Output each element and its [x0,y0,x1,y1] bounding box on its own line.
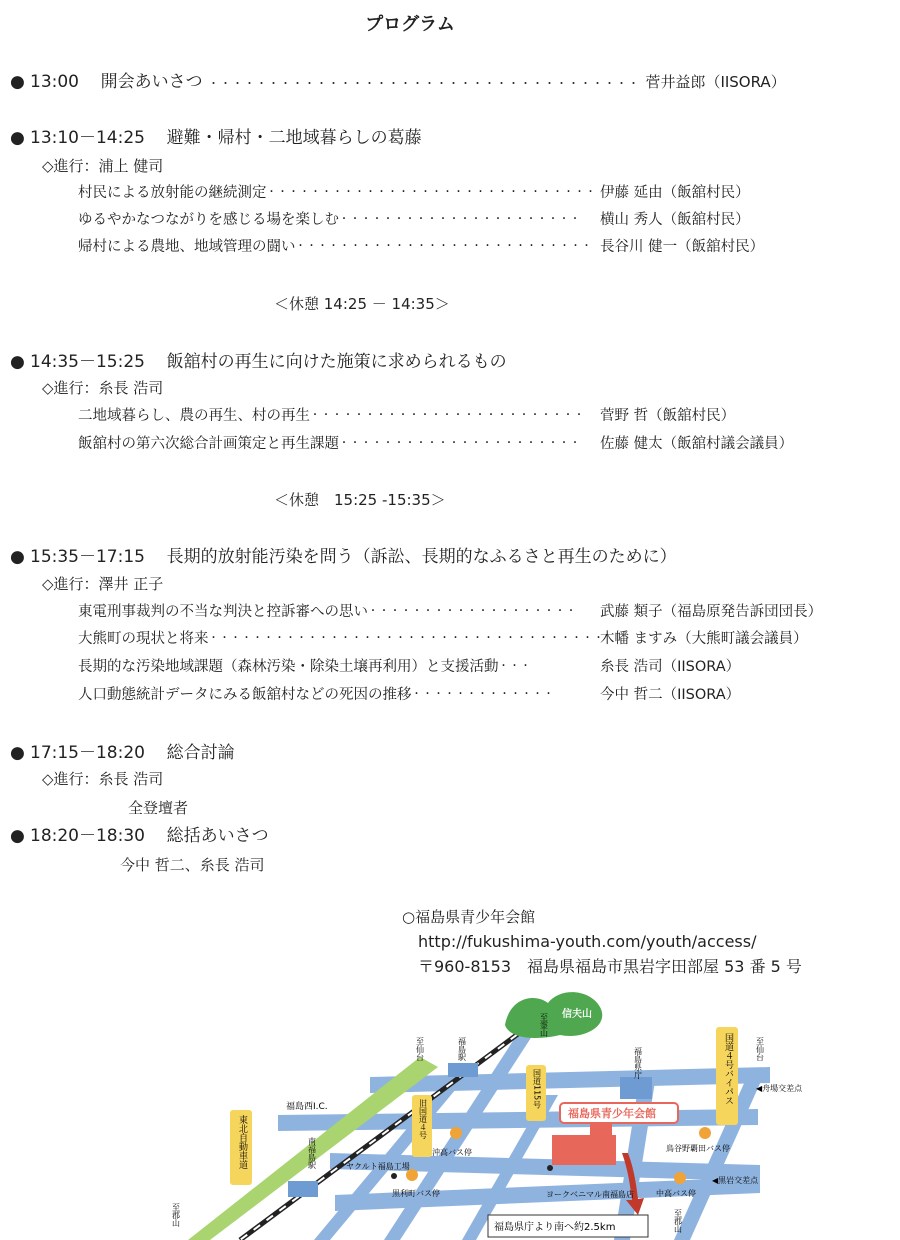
leader-dots: ・・・・・・・・・・・・・・・・・・・ [368,606,577,617]
map-label: 沖高バス停 [432,1148,472,1157]
bullet: ● [10,826,25,846]
map-label: 至仙台 [755,1037,765,1061]
bullet: ● [10,72,25,92]
talk-speaker: 横山 秀人（飯舘村民） [600,212,750,228]
talk-speaker: 今中 哲二（IISORA） [600,687,741,703]
map-label: 信夫山 [562,1009,592,1020]
map-label [546,1189,634,1199]
factory-marker [391,1173,397,1179]
talk-row [78,236,858,258]
map-label: 東北自動車道 [237,1115,247,1169]
talk-speaker: 糸長 浩司（IISORA） [600,659,741,675]
access-map [0,985,900,1240]
break-2: ＜休憩 15:25 -15:35＞ [274,491,446,509]
talk-row [78,656,858,678]
talk-title: 村民による放射能の継続測定 [78,185,267,201]
map-label: 福島県庁より南へ約2.5km [494,1222,616,1233]
map-label: ヨークベニマル南福島店 [546,1190,634,1199]
session-time: 18:20－18:30 [30,826,145,846]
talk-title: 長期的な汚染地域課題（森林汚染・除染土壌再利用）と支援活動 [78,659,499,675]
moderator: ◇進行：糸長 浩司 [42,379,164,397]
map-label: 中高バス停 [656,1189,696,1198]
session-6 [10,824,269,848]
map-label: ◀舟場交差点 [756,1084,803,1093]
session-time: 13:00 [30,72,79,92]
talk-speaker: 木幡 ますみ（大熊町議会議員） [600,631,808,647]
session-topic: 長期的放射能汚染を問う（訴訟、長期的なふるさと再生のために） [166,547,677,567]
map-label [346,1161,410,1171]
talk-speaker: 佐藤 健太（飯舘村議会議員） [600,436,794,452]
store-marker [547,1165,553,1171]
map-label: 至霊山 [539,1013,549,1037]
leader-dots: ・・・・・・・・・・・・・・・・・・・・・・ [339,438,581,449]
session-note: 全登壇者 [128,799,189,817]
map-label: 福島駅 [457,1037,467,1061]
leader-dots: ・・・・・・・・・・・・・・・・・・・・・・・・・・・ [295,241,593,252]
venue-name: ○福島県青少年会館 [402,908,536,926]
talk-title: 二地域暮らし、農の再生、村の再生 [78,408,310,424]
talk-title: ゆるやかなつながりを感じる場を楽しむ [78,212,339,228]
session-time: 14:35－15:25 [30,352,145,372]
session-speaker: 菅井益郎（IISORA） [645,73,786,91]
talk-title: 大熊町の現状と将来 [78,631,209,647]
talk-row [78,601,858,623]
map-label: 鳥谷野覇田バス停 [666,1144,730,1153]
session-3 [10,350,507,374]
session-time: 17:15－18:20 [30,743,145,763]
leader-dots: ・・・・・・・・・・・・・・・・・・・・・・ [339,214,581,225]
map-label: 福島県青少年会館 [568,1107,656,1120]
talk-row [78,628,858,650]
bus-stop-icon [699,1127,711,1139]
talk-title: 東電刑事裁判の不当な判決と控訴審への思い [78,604,368,620]
pref-office-building [620,1077,652,1099]
map-label: 至郡山 [171,1203,181,1227]
talk-row [78,182,858,204]
moderator: ◇進行：澤井 正子 [42,575,164,593]
bus-stop-icon [450,1127,462,1139]
talk-row [78,433,858,455]
leader-dots: ・・・・・・・・・・・・・・・・・・・・・・・・・・・・・・・・・・・・ [208,77,641,90]
leader-dots: ・・・ [498,661,532,672]
leader-dots: ・・・・・・・・・・・・・・・・・・・・・・・・・ [310,410,585,421]
venue-address: 〒960-8153 福島県福島市黒岩字田部屋 53 番 5 号 [418,957,802,976]
bullet: ● [10,352,25,372]
bullet: ● [10,128,25,148]
talk-row [78,209,858,231]
session-time: 15:35－17:15 [30,547,145,567]
talk-speaker: 伊藤 延由（飯舘村民） [600,185,750,201]
map-label: 旧国道４号 [418,1099,428,1139]
venue-building [552,1135,616,1165]
map-label: 至郡山 [673,1209,683,1233]
session-topic: 総合討論 [166,743,235,763]
session-4 [10,545,677,569]
map-label: 国道115号 [532,1069,542,1109]
map-label: 黒利町バス停 [392,1189,440,1198]
break-1: ＜休憩 14:25 － 14:35＞ [274,295,450,313]
map-label: ◀黒岩交差点 [712,1176,759,1185]
session-5 [10,741,235,765]
session-topic: 開会あいさつ [100,72,203,92]
leader-dots: ・・・・・・・・・・・・・・・・・・・・・・・・・・・・・・ [266,187,597,198]
map-label: 国道４号バイパス [723,1033,733,1105]
talk-title: 飯舘村の第六次総合計画策定と再生課題 [78,436,339,452]
talk-row [78,405,858,427]
session-2 [10,126,422,150]
map-label: 福島県庁 [633,1047,643,1079]
talk-speaker: 菅野 哲（飯舘村民） [600,408,736,424]
session-time: 13:10－14:25 [30,128,145,148]
map-label: 南福島駅 [307,1137,317,1169]
map-label: 至仙台 [415,1037,425,1061]
map-label: ヤクルト福島工場 [346,1162,410,1171]
minami-fukushima-station [288,1181,318,1197]
map-label: 福島西I.C. [286,1102,328,1112]
talk-speaker: 武藤 類子（福島原発告訴団団長） [600,604,823,620]
leader-dots: ・・・・・・・・・・・・・・・・・・・・・・・・・・・・・・・・・・・・ [208,633,605,644]
session-note: 今中 哲二、糸長 浩司 [120,856,265,874]
talk-speaker: 長谷川 健一（飯舘村民） [600,239,765,255]
session-topic: 避難・帰村・二地域暮らしの葛藤 [166,128,422,148]
session-1 [10,70,786,96]
bullet: ● [10,743,25,763]
talk-title: 帰村による農地、地域管理の闘い [78,239,296,255]
page-title: プログラム [365,14,455,35]
moderator: ◇進行：浦上 健司 [42,157,164,175]
bus-stop-icon [674,1172,686,1184]
session-topic: 飯舘村の再生に向けた施策に求められるもの [166,352,507,372]
moderator: ◇進行：糸長 浩司 [42,770,164,788]
venue-url[interactable]: http://fukushima-youth.com/youth/access/ [418,932,757,951]
talk-row [78,684,858,706]
talk-title: 人口動態統計データにみる飯舘村などの死因の推移 [78,687,412,703]
fukushima-station [448,1063,478,1077]
session-topic: 総括あいさつ [166,826,269,846]
bullet: ● [10,547,25,567]
leader-dots: ・・・・・・・・・・・・・ [411,689,555,700]
